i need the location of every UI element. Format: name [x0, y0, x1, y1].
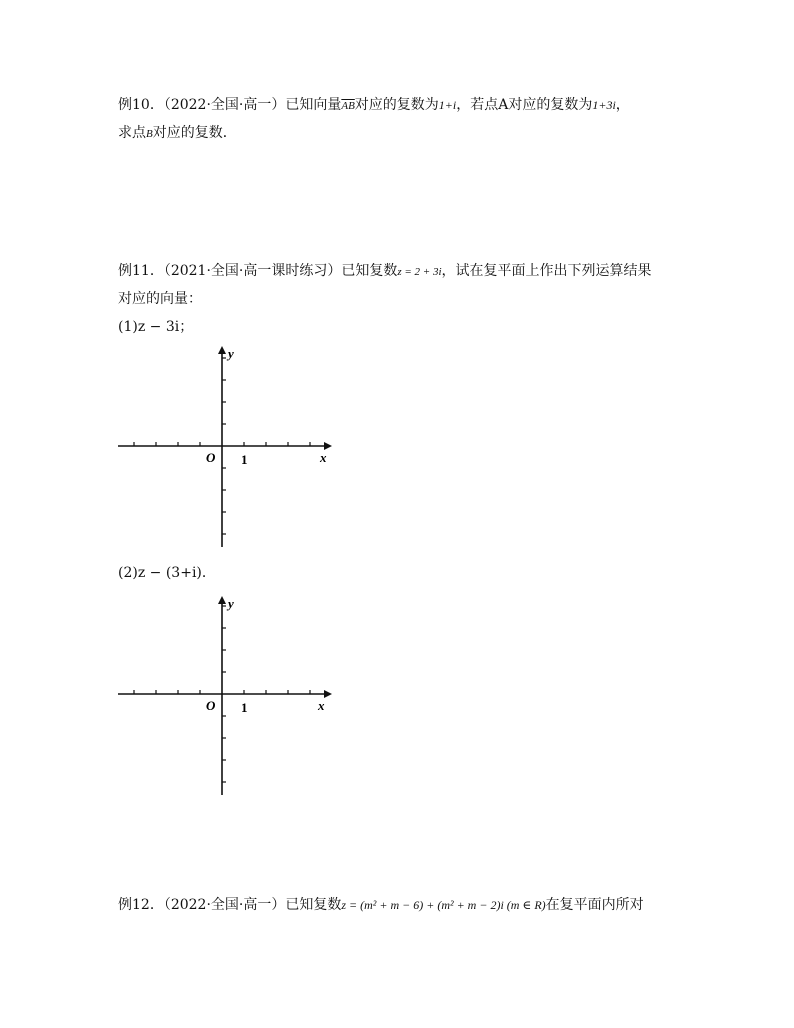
y-axis-arrow — [218, 596, 226, 604]
axes-svg-2 — [112, 592, 342, 802]
ex12-suffix: 在复平面内所对 — [545, 897, 644, 913]
x-axis-arrow — [324, 690, 332, 698]
axes-svg-1 — [112, 342, 342, 554]
y-axis-label: y — [228, 596, 234, 611]
ex10-line1 — [118, 96, 630, 115]
coordinate-axes-2 — [112, 592, 342, 802]
y-axis-arrow — [218, 346, 226, 354]
ex10-point-b: B — [146, 128, 153, 140]
ex10-prefix: 例10．（2022·全国·高一）已知向量 — [118, 97, 342, 113]
ex10-line2-prefix: 求点 — [118, 125, 146, 141]
ex10-line2-suffix: 对应的复数． — [152, 125, 237, 141]
x-axis-label: x — [318, 698, 325, 713]
y-axis-label: y — [228, 346, 234, 361]
origin-label: O — [206, 698, 216, 713]
ex11-z: z = 2 + 3i — [397, 266, 442, 278]
ex11-line2: 对应的向量： — [118, 291, 202, 307]
ex11-part2: (2)z − (3+i)． — [118, 565, 216, 581]
ex10-value2: 1+3i — [592, 98, 616, 112]
ex12-line1 — [118, 896, 644, 914]
ex11-prefix: 例11．（2021·全国·高一课时练习）已知复数 — [118, 263, 398, 279]
coordinate-axes-1 — [112, 342, 342, 554]
x-axis-arrow — [324, 442, 332, 450]
unit-label: 1 — [241, 452, 248, 467]
ex12-formula: z = (m² + m − 6) + (m² + m − 2)i (m ∈ R) — [341, 898, 546, 912]
origin-label: O — [206, 450, 216, 465]
ex10-end: ， — [615, 97, 630, 113]
ex12-prefix: 例12．（2022·全国·高一）已知复数 — [118, 897, 342, 913]
ex11-line1 — [118, 262, 652, 281]
ex10-mid1: 对应的复数为 — [354, 97, 439, 113]
unit-label: 1 — [241, 700, 248, 715]
ex10-value1: 1+i — [438, 98, 457, 112]
ex10-line2 — [118, 124, 237, 143]
ex11-suffix: ，试在复平面上作出下列运算结果 — [441, 263, 652, 279]
ex10-mid2: ，若点A对应的复数为 — [456, 97, 593, 113]
ex11-part1: (1)z − 3i； — [118, 319, 194, 335]
x-axis-label: x — [320, 450, 327, 465]
ex10-vector-ab: $\overline{AB}$ — [341, 100, 355, 112]
